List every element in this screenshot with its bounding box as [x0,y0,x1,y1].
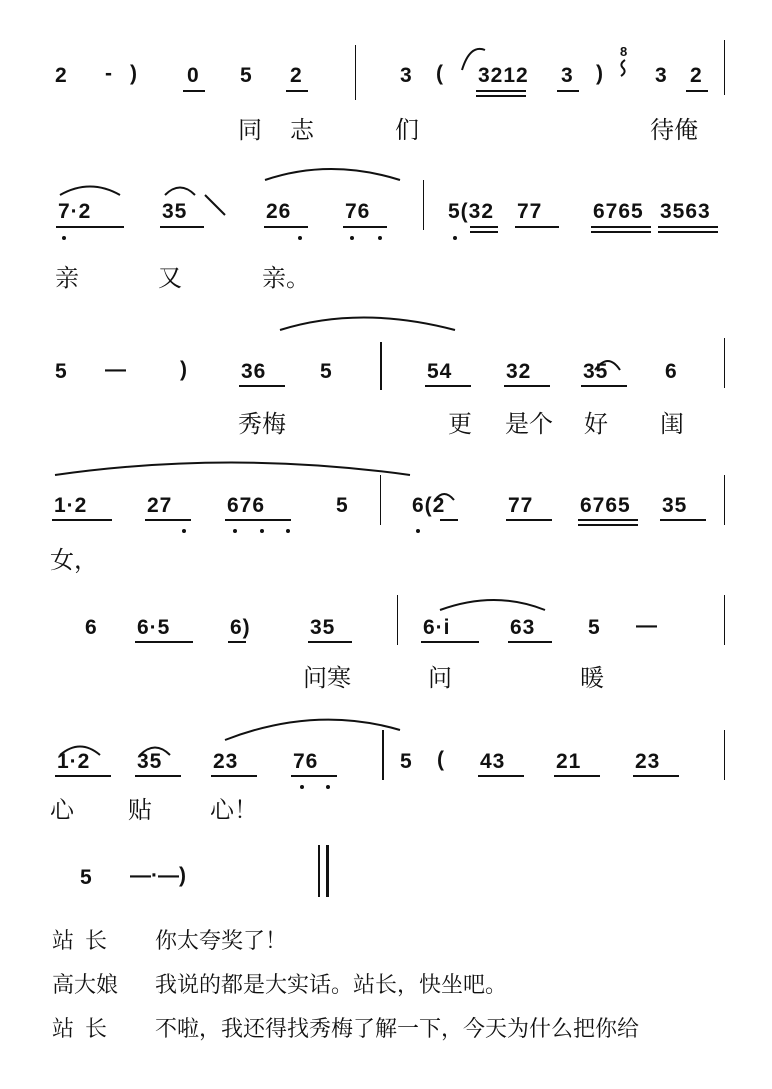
lyric: 是个 [505,410,553,438]
note: 2 [690,64,703,87]
final-barline [318,845,320,897]
underline [578,519,638,521]
underline [239,385,285,387]
dash: — [105,358,126,381]
barline [724,40,725,95]
dialogue-text: 我说的都是大实话。站长，快坐吧。 [155,973,508,998]
underline [504,385,550,387]
underline [421,641,479,643]
note: 3 [655,64,668,87]
note: 6·i [423,616,451,639]
underline [554,775,600,777]
underline [660,519,706,521]
octave-dot [326,785,330,789]
speaker: 高大娘 [52,973,119,998]
underline [591,231,651,233]
octave-dot [286,529,290,533]
note: 6 [85,616,98,639]
slur [60,187,120,196]
note: 35 [583,360,609,383]
note: 3 [400,64,413,87]
dialogue-text: 你太夸奖了！ [155,929,288,954]
note: 76 [345,200,371,223]
lyric: 贴 [128,796,152,824]
underline [183,90,205,92]
note: 676 [227,494,266,517]
barline [380,475,381,525]
note: 6·5 [137,616,171,639]
note: 5 [240,64,253,87]
underline [308,641,352,643]
paren: ) [596,62,604,85]
barline [355,45,356,100]
underline [557,90,579,92]
octave-dot [62,236,66,240]
note: 6 [665,360,678,383]
underline [135,641,193,643]
barline [724,475,725,525]
note: 6) [230,616,251,639]
slur [440,600,545,610]
barline [724,338,725,388]
underline [581,385,627,387]
note: 6(2 [412,494,446,517]
paren: ( [437,748,445,771]
paren: ( [436,62,444,85]
underline [478,775,524,777]
barline [380,342,382,390]
note: 6765 [593,200,644,223]
underline [286,90,308,92]
note: 54 [427,360,453,383]
underline [135,775,181,777]
octave-dot [233,529,237,533]
underline [658,226,718,228]
octave-dot [453,236,457,240]
underline [470,231,498,233]
note: 35 [310,616,336,639]
dash: - [105,62,113,85]
lyric: 亲。 [262,264,310,292]
underline [228,641,246,643]
note: 5 [336,494,349,517]
lyric: 待俺 [650,116,698,144]
note: 23 [635,750,661,773]
underline [476,90,526,92]
barline [724,730,725,780]
underline [291,775,337,777]
paren: ) [130,62,138,85]
note: 27 [147,494,173,517]
lyric: 闺 [660,410,684,438]
note: 7·2 [58,200,92,223]
octave-dot [300,785,304,789]
glissando-mark [205,195,225,215]
note: 32 [506,360,532,383]
barline [423,180,424,230]
underline [56,226,124,228]
dash: —·—) [130,864,186,887]
note: 35 [162,200,188,223]
note: 36 [241,360,267,383]
underline [633,775,679,777]
dash: — [636,614,657,637]
underline [160,226,204,228]
lyric: 暖 [580,664,604,692]
underline [211,775,257,777]
barline [724,595,725,645]
slur [225,720,400,740]
octave-dot [350,236,354,240]
underline [470,226,498,228]
note: 5 [320,360,333,383]
underline [515,226,559,228]
underline [225,519,291,521]
lyric: 同 [238,116,262,144]
underline [506,519,552,521]
lyric: 更 [448,410,472,438]
slur [55,463,410,476]
note: 6765 [580,494,631,517]
lyric: 好 [584,410,608,438]
note: 23 [213,750,239,773]
octave-dot [378,236,382,240]
note: 5 [400,750,413,773]
note: 5(32 [448,200,495,223]
dialogue-text: 不啦，我还得找秀梅了解一下，今天为什么把你给 [155,1017,640,1042]
grace-note: 8 [620,44,629,59]
underline [658,231,718,233]
barline [397,595,398,645]
underline [55,775,111,777]
note: 77 [517,200,543,223]
paren: ) [180,358,188,381]
note: 3563 [660,200,711,223]
octave-dot [260,529,264,533]
note: 1·2 [54,494,88,517]
note: 35 [137,750,163,773]
final-barline [326,845,329,897]
note: 2 [290,64,303,87]
lyric: 秀梅 [238,410,286,438]
lyric: 女， [50,546,98,574]
underline [591,226,651,228]
note: 77 [508,494,534,517]
underline [145,519,191,521]
octave-dot [182,529,186,533]
underline [52,519,112,521]
octave-dot [416,529,420,533]
speaker: 站 长 [52,929,109,954]
note: 26 [266,200,292,223]
barline [382,730,384,780]
underline [425,385,471,387]
slur [280,318,455,331]
lyric: 心 [50,796,74,824]
note: 21 [556,750,582,773]
note: 35 [662,494,688,517]
note: 5 [588,616,601,639]
lyric: 心！ [210,796,258,824]
underline [343,226,387,228]
lyric: 志 [290,116,314,144]
lyric: 又 [158,264,182,292]
underline [686,90,708,92]
underline [508,641,552,643]
octave-dot [298,236,302,240]
note: 5 [55,360,68,383]
speaker: 站 长 [52,1017,109,1042]
note: 5 [80,866,93,889]
lyric: 问 [428,664,452,692]
note: 43 [480,750,506,773]
underline [440,519,458,521]
note: 3212 [478,64,529,87]
note: 76 [293,750,319,773]
lyric: 问寒 [303,664,351,692]
slur [265,169,400,180]
note: 1·2 [57,750,91,773]
underline [578,524,638,526]
underline [264,226,308,228]
lyric: 们 [395,116,419,144]
lyric: 亲 [55,264,79,292]
note: 0 [187,64,200,87]
underline [476,95,526,97]
slur [165,188,195,196]
note: 3 [561,64,574,87]
note: 63 [510,616,536,639]
note: 2 [55,64,68,87]
